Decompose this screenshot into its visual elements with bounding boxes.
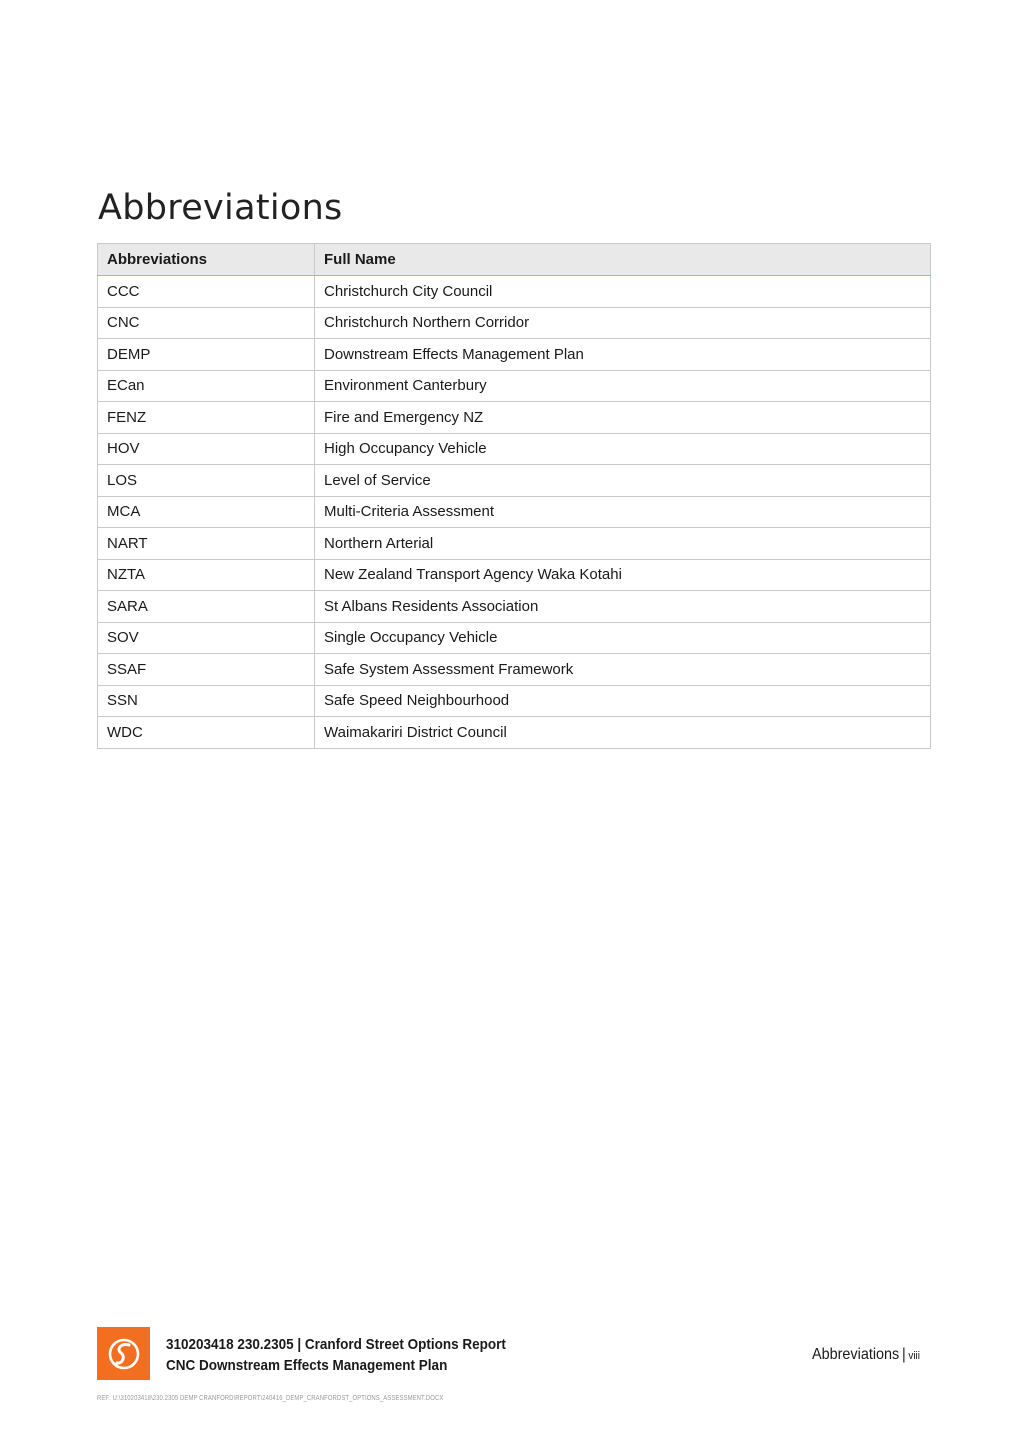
footer-page-number: viii	[908, 1350, 920, 1362]
table-row	[98, 685, 931, 717]
table-row	[98, 276, 931, 308]
document-reference: REF: U:\310203418\230.2305 DEMP CRANFORD\REPORT\240416_DEMP_CRANFORDST_OPTIONS_ASSESSMENT.DOCX	[97, 1395, 444, 1402]
abbreviation-cell: CCC	[98, 276, 315, 308]
footer-section-label	[812, 1346, 920, 1364]
table-row	[98, 717, 931, 749]
footer-section-name: Abbreviations	[812, 1346, 900, 1363]
full-name-cell: Northern Arterial	[315, 528, 931, 560]
table-row	[98, 339, 931, 371]
full-name-cell: Environment Canterbury	[315, 370, 931, 402]
abbreviation-cell: SSN	[98, 685, 315, 717]
footer-report-title	[166, 1334, 506, 1376]
header-full-name: Full Name	[315, 244, 931, 276]
full-name-cell: Waimakariri District Council	[315, 717, 931, 749]
abbreviation-cell: SOV	[98, 622, 315, 654]
full-name-cell: Single Occupancy Vehicle	[315, 622, 931, 654]
abbreviation-cell: FENZ	[98, 402, 315, 434]
table-header-row	[98, 244, 931, 276]
abbreviation-cell: HOV	[98, 433, 315, 465]
stantec-logo-icon	[97, 1327, 150, 1380]
full-name-cell: Safe System Assessment Framework	[315, 654, 931, 686]
abbreviation-cell: ECan	[98, 370, 315, 402]
table-row	[98, 496, 931, 528]
footer-line-2: CNC Downstream Effects Management Plan	[166, 1357, 448, 1374]
table-row	[98, 402, 931, 434]
table-row	[98, 559, 931, 591]
full-name-cell: Downstream Effects Management Plan	[315, 339, 931, 371]
footer-separator: |	[902, 1346, 906, 1363]
abbreviation-cell: WDC	[98, 717, 315, 749]
full-name-cell: St Albans Residents Association	[315, 591, 931, 623]
table-row	[98, 622, 931, 654]
abbreviation-cell: SARA	[98, 591, 315, 623]
abbreviations-table	[97, 243, 931, 749]
full-name-cell: High Occupancy Vehicle	[315, 433, 931, 465]
page-title: Abbreviations	[98, 188, 343, 228]
full-name-cell: Fire and Emergency NZ	[315, 402, 931, 434]
abbreviation-cell: SSAF	[98, 654, 315, 686]
table-row	[98, 654, 931, 686]
table-row	[98, 465, 931, 497]
abbreviation-cell: NART	[98, 528, 315, 560]
full-name-cell: Safe Speed Neighbourhood	[315, 685, 931, 717]
logo-mark-icon	[107, 1337, 141, 1371]
header-abbreviations: Abbreviations	[98, 244, 315, 276]
abbreviation-cell: DEMP	[98, 339, 315, 371]
abbreviation-cell: LOS	[98, 465, 315, 497]
full-name-cell: Christchurch Northern Corridor	[315, 307, 931, 339]
full-name-cell: Christchurch City Council	[315, 276, 931, 308]
full-name-cell: New Zealand Transport Agency Waka Kotahi	[315, 559, 931, 591]
table-row	[98, 528, 931, 560]
table-row	[98, 433, 931, 465]
abbreviation-cell: NZTA	[98, 559, 315, 591]
footer-line-1: 310203418 230.2305 | Cranford Street Options Report	[166, 1336, 506, 1353]
abbreviation-cell: MCA	[98, 496, 315, 528]
full-name-cell: Level of Service	[315, 465, 931, 497]
full-name-cell: Multi-Criteria Assessment	[315, 496, 931, 528]
abbreviation-cell: CNC	[98, 307, 315, 339]
table-row	[98, 591, 931, 623]
table-row	[98, 370, 931, 402]
table-row	[98, 307, 931, 339]
